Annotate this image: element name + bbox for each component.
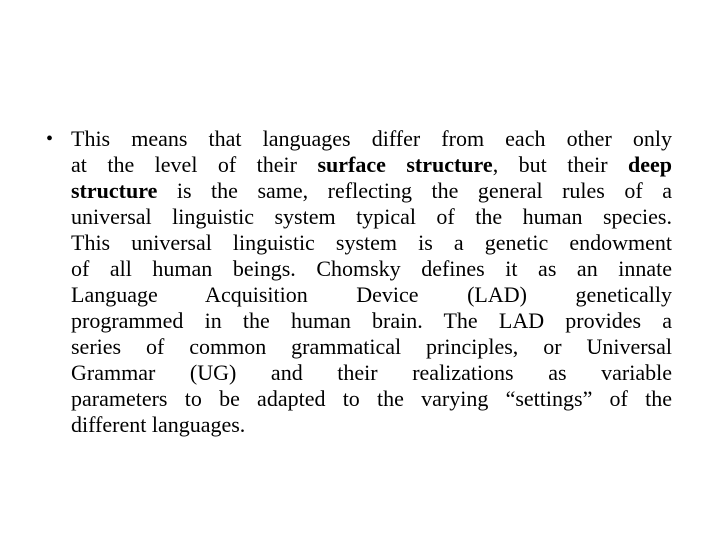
text-run: Grammar (UG) and their realizations as variable xyxy=(71,360,672,385)
text-run: parameters to be adapted to the varying “settings” of the xyxy=(71,386,672,411)
text-line xyxy=(71,386,672,412)
bold-term: deep xyxy=(628,152,672,177)
bold-term: surface structure xyxy=(317,152,493,177)
text-run: This means that languages differ from each other only xyxy=(71,126,672,151)
text-run: is the same, reflecting the general rules of a xyxy=(157,178,672,203)
text-run: This universal linguistic system is a genetic endowment xyxy=(71,230,672,255)
text-run: of all human beings. Chomsky defines it as an innate xyxy=(71,256,672,281)
text-run: at the level of their xyxy=(71,152,318,177)
bold-term: structure xyxy=(71,178,158,203)
bullet-item xyxy=(46,126,672,438)
text-line xyxy=(71,152,672,178)
text-line xyxy=(71,412,672,438)
text-line xyxy=(71,204,672,230)
text-line xyxy=(71,308,672,334)
text-line xyxy=(71,256,672,282)
text-run: universal linguistic system typical of the human species. xyxy=(71,204,672,229)
text-run: series of common grammatical principles, or Universal xyxy=(71,334,672,359)
text-line xyxy=(71,230,672,256)
text-line xyxy=(71,178,672,204)
text-line xyxy=(71,282,672,308)
bullet-text xyxy=(71,126,672,438)
text-run: programmed in the human brain. The LAD provides a xyxy=(71,308,672,333)
text-line xyxy=(71,126,672,152)
text-run: Language Acquisition Device (LAD) genetically xyxy=(71,282,672,307)
text-line xyxy=(71,360,672,386)
text-run: different languages. xyxy=(71,412,246,437)
text-line xyxy=(71,334,672,360)
text-run: , but their xyxy=(492,152,628,177)
bullet-icon: • xyxy=(46,128,54,150)
